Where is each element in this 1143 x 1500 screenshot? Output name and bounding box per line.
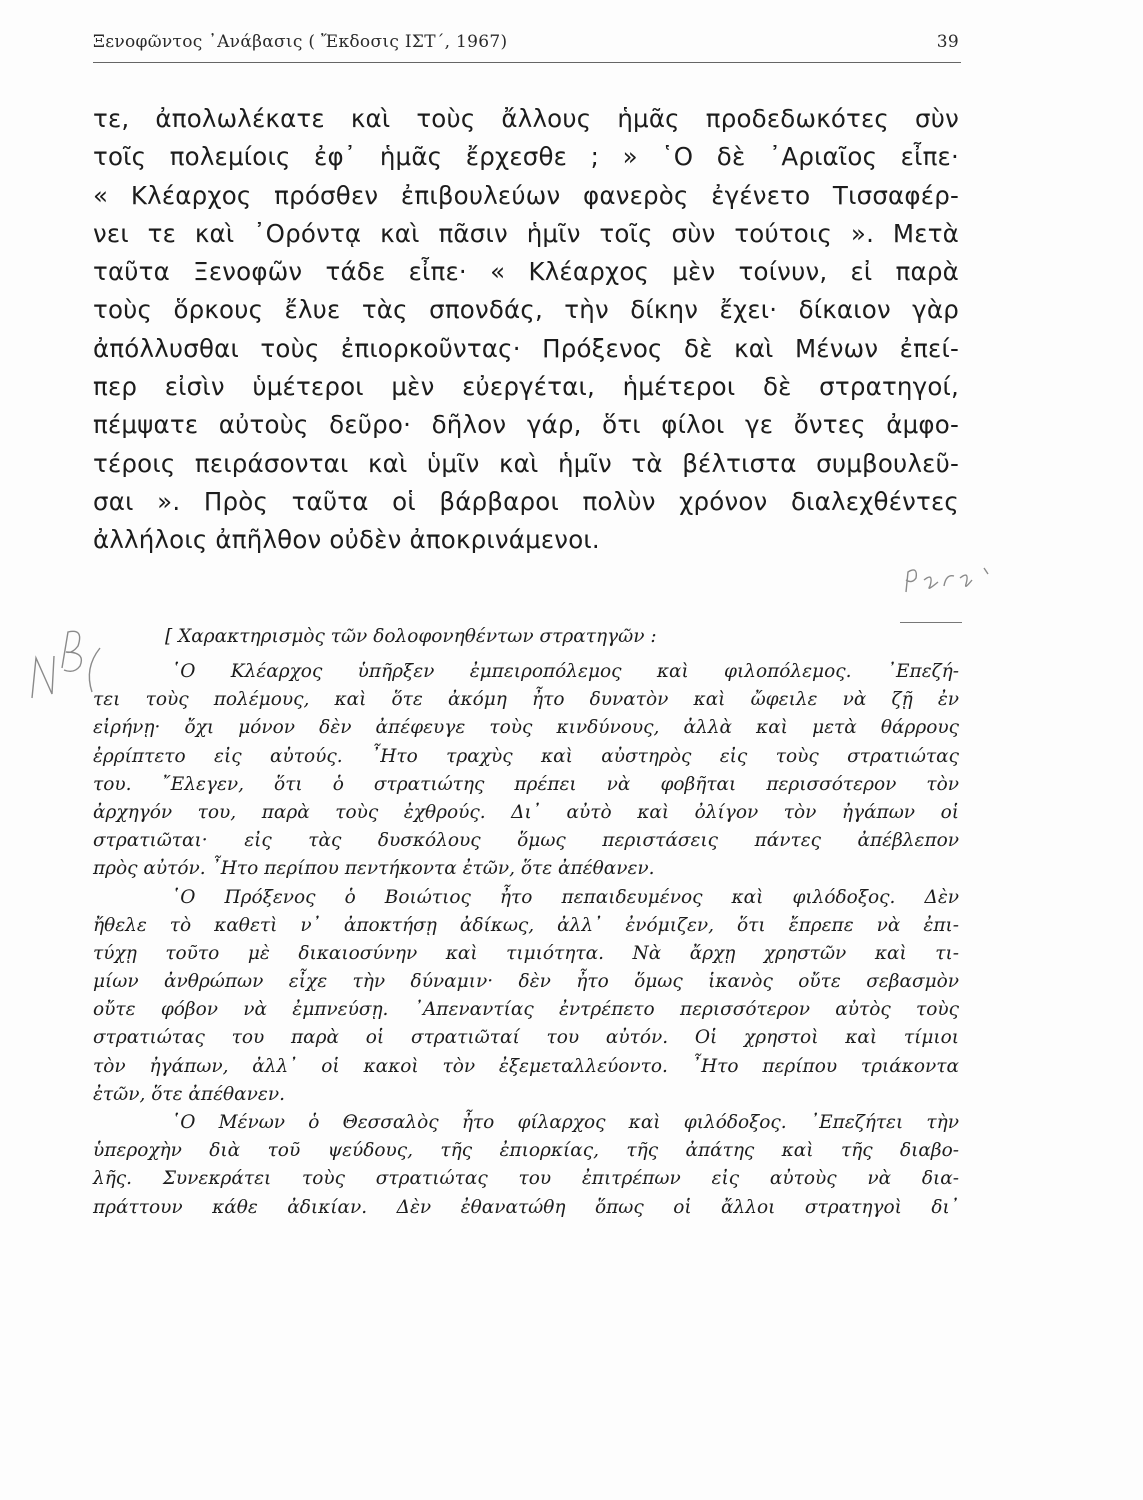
header-rule <box>93 62 961 63</box>
text-line: ἀλλήλοις ἀπῆλθον οὐδὲν ἀποκρινάμενοι. <box>93 525 600 555</box>
commentary-line: μίων ἀνθρώπων εἶχε τὴν δύναμιν· δὲν ἦτο ὅμως ἱκανὸς οὔτε σεβασμὸν <box>93 971 959 993</box>
greek-main-text <box>93 100 965 560</box>
commentary-line: του. ῎Ελεγεν, ὅτι ὁ στρατιώτης πρέπει νὰ φοβῆται περισσότερον τὸν <box>93 773 959 795</box>
text-line: τέροις πειράσονται καὶ ὑμῖν καὶ ἡμῖν τὰ βέλτιστα συμβουλεῦ- <box>93 448 959 478</box>
commentary-line: ἤθελε τὸ καθετὶ ν᾿ ἀποκτήσῃ ἀδίκως, ἀλλ᾿ ἐνόμιζεν, ὅτι ἔπρεπε νὰ ἐπι- <box>93 914 959 936</box>
commentary-line: ἀρχηγόν του, παρὰ τοὺς ἐχθρούς. Δι᾿ αὐτὸ καὶ ὀλίγον τὸν ἠγάπων οἱ <box>93 801 959 823</box>
text-line: πέμψατε αὐτοὺς δεῦρο· δῆλον γάρ, ὅτι φίλοι γε ὄντες ἀμφο- <box>93 410 959 440</box>
page-number: 39 <box>936 32 959 52</box>
text-line: περ εἰσὶν ὑμέτεροι μὲν εὐεργέται, ἡμέτεροι δὲ στρατηγοί, <box>93 372 959 402</box>
commentary-line: ῾Ο Πρόξενος ὁ Βοιώτιος ἦτο πεπαιδευμένος καὶ φιλόδοξος. Δὲν <box>171 886 959 908</box>
handwritten-annotation-right <box>900 558 1030 598</box>
modern-greek-commentary <box>93 622 963 1222</box>
commentary-line: λῆς. Συνεκράτει τοὺς στρατιώτας του ἐπιτρέπων εἰς αὐτοὺς νὰ δια- <box>93 1168 959 1190</box>
commentary-line: πρὸς αὐτόν. ῏Ητο περίπου πεντήκοντα ἐτῶν, ὅτε ἀπέθανεν. <box>93 858 655 880</box>
commentary-line: ἐρρίπτετο εἰς αὐτούς. ῏Ητο τραχὺς καὶ αὐστηρὸς εἰς τοὺς στρατιώτας <box>93 745 959 767</box>
text-line: τοῖς πολεμίοις ἐφ᾿ ἡμᾶς ἔρχεσθε ; » ῾Ο δὲ ᾿Αριαῖος εἶπε· <box>93 142 959 172</box>
page-header <box>93 28 963 58</box>
text-line: ἀπόλλυσθαι τοὺς ἐπιορκοῦντας· Πρόξενος δὲ καὶ Μένων ἐπεί- <box>93 333 959 363</box>
commentary-line: τει τοὺς πολέμους, καὶ ὅτε ἀκόμη ἦτο δυνατὸν καὶ ὤφειλε νὰ ζῇ ἐν <box>93 689 959 711</box>
commentary-line: οὔτε φόβον νὰ ἐμπνεύσῃ. ᾿Απεναντίας ἐντρέπετο περισσότερον αὐτὸς τοὺς <box>93 999 959 1021</box>
text-line: ταῦτα Ξενοφῶν τάδε εἶπε· « Κλέαρχος μὲν τοίνυν, εἰ παρὰ <box>93 257 959 287</box>
commentary-line: στρατιώτας του παρὰ οἱ στρατιῶταί του αὐτόν. Οἱ χρηστοὶ καὶ τίμιοι <box>93 1027 959 1049</box>
text-line: « Κλέαρχος πρόσθεν ἐπιβουλεύων φανερὸς ἐγένετο Τισσαφέρ- <box>93 180 959 210</box>
commentary-line: εἰρήνῃ· ὄχι μόνον δὲν ἀπέφευγε τοὺς κινδύνους, ἀλλὰ καὶ μετὰ θάρρους <box>93 717 959 739</box>
text-line: τοὺς ὅρκους ἔλυε τὰς σπονδάς, τὴν δίκην ἔχει· δίκαιον γὰρ <box>93 295 959 325</box>
text-line: σαι ». Πρὸς ταῦτα οἱ βάρβαροι πολὺν χρόνον διαλεχθέντες <box>93 486 959 516</box>
commentary-line: τύχῃ τοῦτο μὲ δικαιοσύνην καὶ τιμιότητα. Νὰ ἄρχῃ χρηστῶν καὶ τι- <box>93 942 959 964</box>
commentary-line: ῾Ο Μένων ὁ Θεσσαλὸς ἦτο φίλαρχος καὶ φιλόδοξος. ᾿Επεζήτει τὴν <box>171 1112 959 1133</box>
commentary-line: ἐτῶν, ὅτε ἀπέθανεν. <box>93 1083 285 1105</box>
running-title: Ξενοφῶντος ᾿Ανάβασις ( Ἔκδοσις ΙΣΤ΄, 1967) <box>93 32 508 52</box>
text-line: νει τε καὶ ᾿Ορόντᾳ καὶ πᾶσιν ἡμῖν τοῖς σὺν τούτοις ». Μετὰ <box>93 218 959 248</box>
commentary-line: στρατιῶται· εἰς τὰς δυσκόλους ὅμως περιστάσεις πάντες ἀπέβλεπον <box>93 830 959 852</box>
text-line: τε, ἀπολωλέκατε καὶ τοὺς ἄλλους ἡμᾶς προδεδωκότες σὺν <box>93 104 959 133</box>
commentary-heading: [ Χαρακτηρισμὸς τῶν δολοφονηθέντων στρατηγῶν : <box>165 626 657 647</box>
commentary-line: ῾Ο Κλέαρχος ὑπῆρξεν ἐμπειροπόλεμος καὶ φιλοπόλεμος. ᾿Επεζή- <box>171 661 959 682</box>
commentary-line: ὑπεροχὴν διὰ τοῦ ψεύδους, τῆς ἐπιορκίας, τῆς ἀπάτης καὶ τῆς διαβο- <box>93 1140 959 1162</box>
commentary-line: πράττουν κάθε ἀδικίαν. Δὲν ἐθανατώθη ὅπως οἱ ἄλλοι στρατηγοὶ δι᾿ <box>93 1196 959 1218</box>
commentary-line: τὸν ἠγάπων, ἀλλ᾿ οἱ κακοὶ τὸν ἐξεμεταλλεύοντο. ῏Ητο περίπου τριάκοντα <box>93 1055 959 1077</box>
